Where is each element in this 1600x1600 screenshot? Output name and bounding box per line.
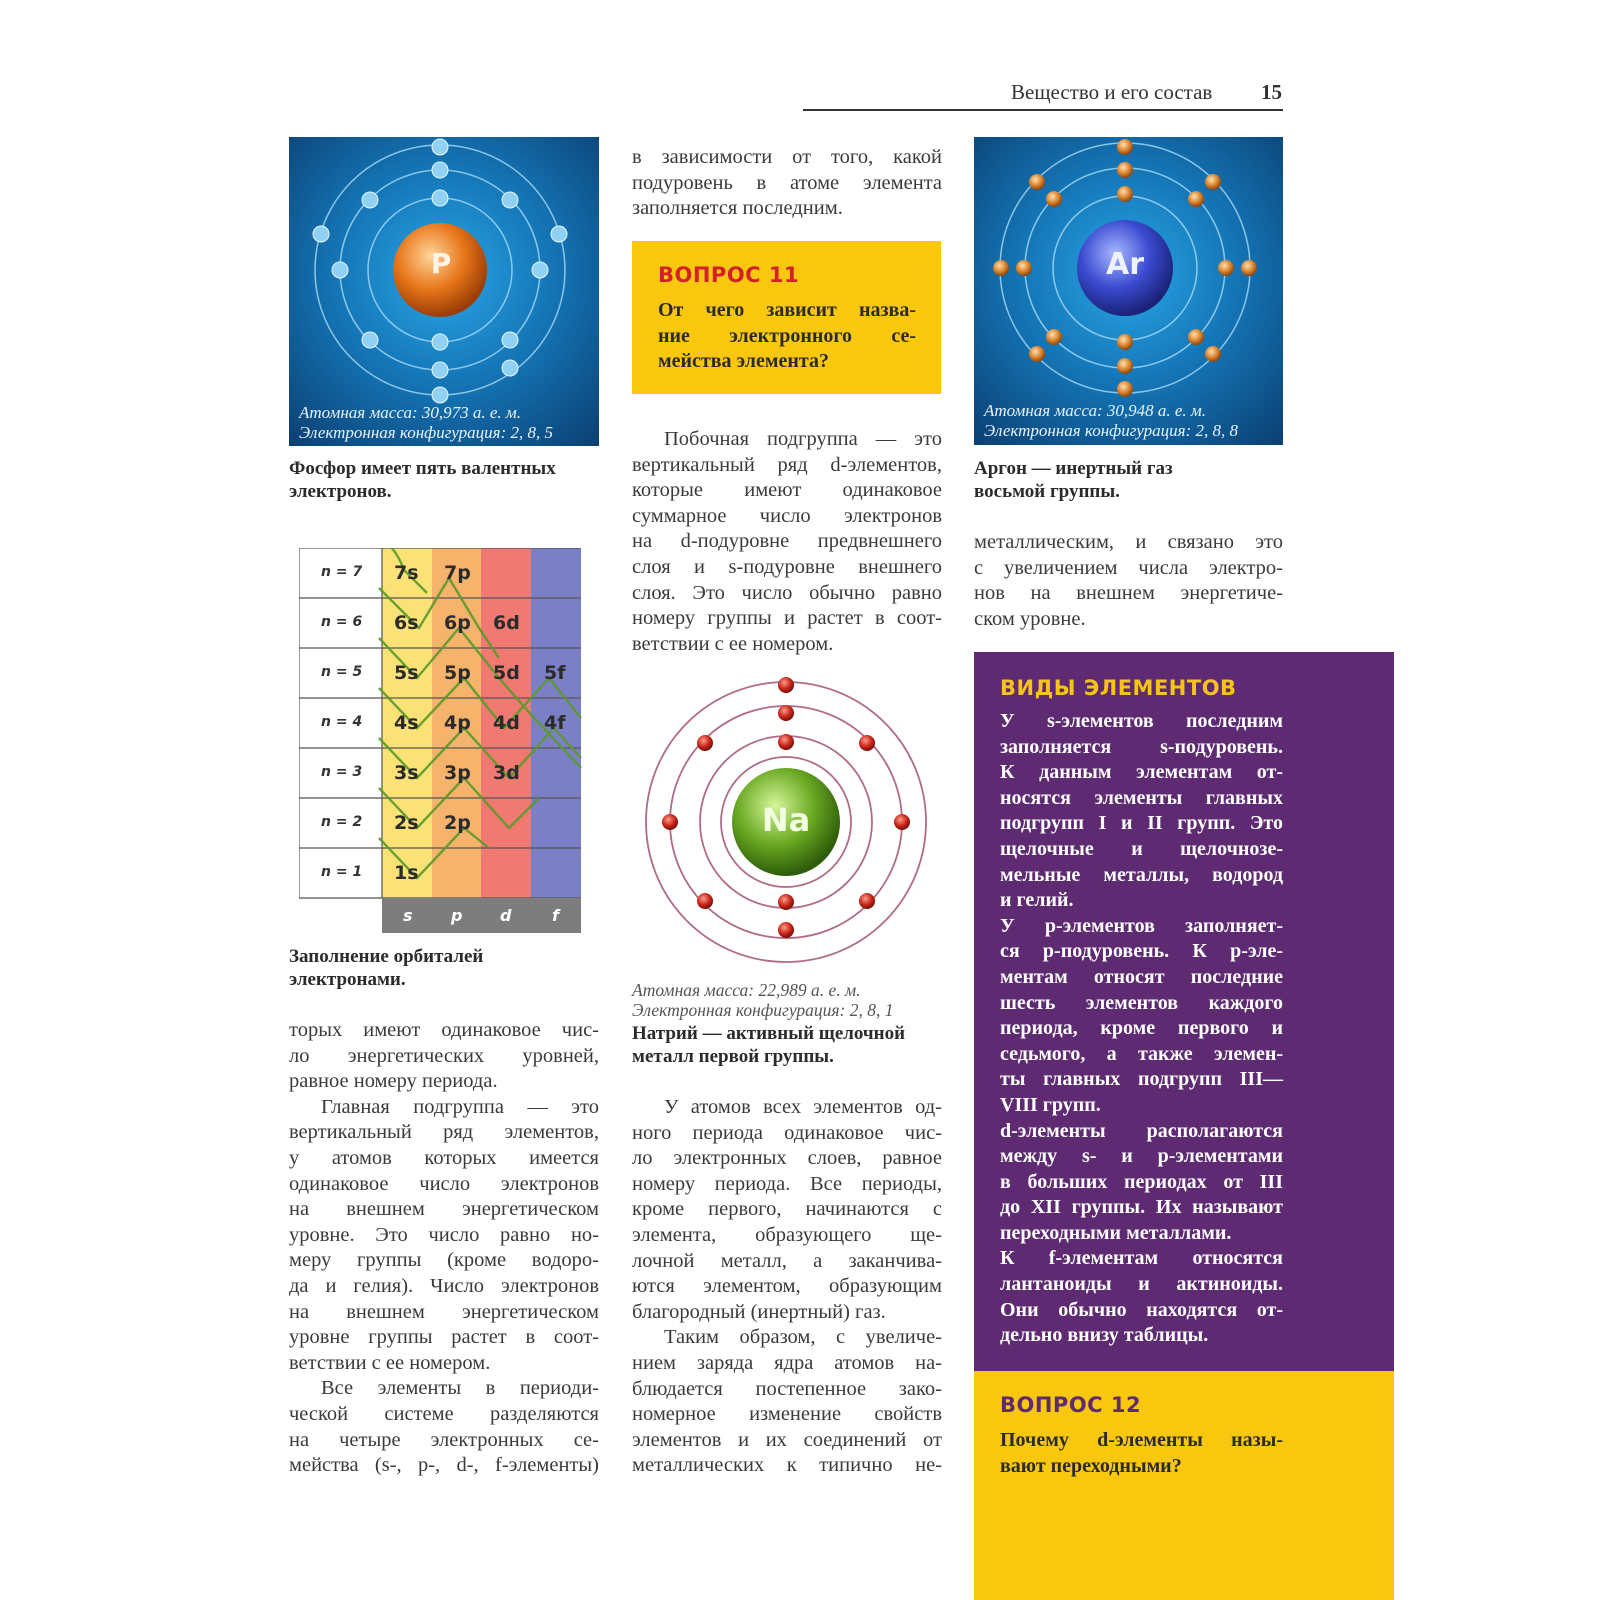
sodium-config: Электронная конфигурация: 2, 8, 1 (632, 1000, 894, 1020)
text-line: суммарное число электронов (632, 504, 942, 527)
text-line: мейства элемента? (658, 350, 829, 372)
sodium-atom-image (640, 676, 930, 968)
sodium-caption-line1: Натрий — активный щелочной (632, 1023, 906, 1044)
text-line: У s-элементов последним (1000, 710, 1283, 732)
text-line: шесть элементов каждого (1000, 991, 1283, 1014)
text-line: заполняется последним. (632, 197, 843, 220)
text-line: ском уровне. (974, 607, 1086, 630)
orbital-cell: 4s (394, 712, 419, 734)
orbital-cell: 2s (394, 812, 419, 834)
text-line: ного периода одинаковое чис- (632, 1121, 942, 1144)
text-line: d-элементы располагаются (1000, 1119, 1283, 1142)
row-label-n1: n = 1 (321, 864, 363, 880)
orbital-cell: 2p (444, 812, 471, 834)
question-11-title: ВОПРОС 11 (658, 263, 800, 287)
text-line: ты главных подгрупп III— (1000, 1068, 1283, 1091)
orbital-caption-line1: Заполнение орбиталей (289, 946, 484, 967)
phosphorus-mass: Атомная масса: 30,973 а. е. м. (299, 403, 522, 422)
col1-para-main (289, 1095, 599, 1377)
orbital-cell: 5p (444, 662, 471, 684)
text-line: благородный (инертный) газ. (632, 1300, 886, 1323)
argon-mass: Атомная масса: 30,948 а. е. м. (984, 401, 1207, 420)
header-rule (803, 109, 1283, 111)
argon-caption-line2: восьмой группы. (974, 481, 1120, 502)
col1-para-all (289, 1376, 599, 1478)
text-line: одинаковое число электронов (289, 1172, 599, 1195)
element-types-box (974, 652, 1394, 1371)
orbital-filling-diagram (299, 548, 583, 933)
text-line: У атомов всех элементов од- (664, 1096, 942, 1118)
text-line: мейства (s-, p-, d-, f-элементы) (289, 1454, 599, 1477)
col2-para-periods (632, 1095, 942, 1479)
text-line: Почему d-элементы назы- (1000, 1429, 1283, 1451)
col1-para-top (289, 1018, 599, 1095)
phosphorus-atom-diagram (289, 137, 599, 446)
text-line: кроме первого, начинаются с (632, 1198, 942, 1221)
text-line: лантаноиды и актиноиды. (1000, 1273, 1283, 1296)
row-label-n4: n = 4 (321, 714, 363, 730)
text-line: меру группы (кроме водоро- (289, 1249, 599, 1272)
text-line: мельные металлы, водород (1000, 863, 1283, 886)
phosphorus-symbol: P (430, 247, 452, 280)
col3-para-top (974, 530, 1283, 632)
argon-symbol: Ar (1105, 247, 1144, 282)
text-line: на внешнем энергетическом (289, 1198, 599, 1221)
argon-config: Электронная конфигурация: 2, 8, 8 (984, 421, 1238, 440)
question-12-title: ВОПРОС 12 (1000, 1393, 1142, 1417)
argon-caption-line1: Аргон — инертный газ (974, 458, 1173, 479)
text-line: в зависимости от того, какой (632, 146, 942, 168)
text-line: переходными металлами. (1000, 1221, 1232, 1244)
text-line: Побочная подгруппа — это (664, 428, 942, 450)
text-line: номерное изменение свойств (632, 1403, 942, 1426)
column-label-p: p (451, 906, 463, 925)
text-line: металлических к типично не- (632, 1454, 942, 1477)
text-line: ческой системе разделяются (289, 1402, 599, 1425)
text-line: Таким образом, с увеличе- (664, 1326, 942, 1349)
text-line: которые имеют одинаковое (632, 479, 942, 502)
running-header-title: Вещество и его состав (1011, 80, 1213, 104)
text-line: У p-элементов заполняет- (1000, 914, 1283, 937)
phosphorus-caption-line1: Фосфор имеет пять валентных (289, 458, 556, 479)
argon-atom-image (974, 137, 1283, 445)
text-line: слоя и s-подуровне внешнего (632, 555, 942, 578)
row-label-n7: n = 7 (321, 564, 363, 580)
text-line: в больших периодах от III (1000, 1170, 1283, 1193)
column-label-d: d (500, 906, 512, 925)
orbital-cell: 3p (444, 762, 471, 784)
text-line: с увеличением числа электро- (974, 556, 1283, 579)
page-number: 15 (1261, 80, 1282, 104)
orbital-cell: 4p (444, 712, 471, 734)
row-label-n5: n = 5 (321, 664, 363, 680)
question-11-box (632, 241, 941, 394)
col1-text (289, 1018, 599, 1479)
text-line: да и гелия). Число электронов (289, 1274, 599, 1297)
orbital-cell: 5s (394, 662, 419, 684)
text-line: металлическим, и связано это (974, 531, 1283, 553)
text-line: номеру группы и растет в соот- (632, 607, 942, 630)
text-line: на d-подуровне предвнешнего (632, 530, 942, 553)
orbital-cell: 6p (444, 612, 471, 634)
column-label-f: f (552, 906, 559, 925)
text-line: торых имеют одинаковое чис- (289, 1019, 599, 1041)
text-line: уровне группы растет в соот- (289, 1326, 599, 1349)
text-line: нов на внешнем энергетиче- (974, 582, 1283, 605)
orbital-cell: 5f (544, 662, 566, 684)
text-line: вертикальный ряд d-элементов, (632, 453, 942, 476)
sodium-caption-line2: металл первой группы. (632, 1046, 834, 1067)
text-line: ветствии с ее номером. (632, 632, 834, 655)
row-label-n6: n = 6 (321, 614, 363, 630)
text-line: ло электронных слоев, равное (632, 1147, 942, 1170)
text-line: номеру периода. Все периоды, (632, 1172, 942, 1195)
orbital-cell: 7s (394, 562, 419, 584)
text-line: дельно внизу таблицы. (1000, 1324, 1209, 1347)
sodium-mass: Атомная масса: 22,989 а. е. м. (632, 980, 861, 1000)
text-line: равное номеру периода. (289, 1070, 498, 1093)
orbital-cell: 3d (493, 762, 520, 784)
text-line: ние электронного се- (658, 324, 916, 347)
text-line: подуровень в атоме элемента (632, 171, 942, 194)
text-line: Все элементы в периоди- (321, 1377, 599, 1400)
text-line: щелочные и щелочнозе- (1000, 837, 1283, 860)
text-line: ся p-подуровень. К p-эле- (1000, 940, 1283, 963)
text-line: лочной металл, а заканчива- (632, 1249, 942, 1272)
text-line: до XII группы. Их называют (1000, 1196, 1283, 1219)
text-line: К f-элементам относятся (1000, 1247, 1283, 1270)
text-line: ло энергетических уровней, (289, 1044, 599, 1067)
col2-para-secondary (632, 427, 942, 657)
text-line: блюдается постепенное зако- (632, 1377, 942, 1400)
element-types-text (1000, 709, 1283, 1349)
text-line: VIII групп. (1000, 1093, 1101, 1116)
phosphorus-config: Электронная конфигурация: 2, 8, 5 (299, 423, 553, 442)
argon-atom-diagram (974, 137, 1283, 445)
text-line: ветствии с ее номером. (289, 1351, 491, 1374)
text-line: заполняется s-подуровень. (1000, 735, 1283, 758)
text-line: К данным элементам от- (1000, 761, 1283, 784)
text-line: Они обычно находятся от- (1000, 1298, 1283, 1321)
text-line: уровне. Это число равно но- (289, 1223, 599, 1246)
question-12-text (1000, 1428, 1283, 1479)
text-line: вают переходными? (1000, 1454, 1182, 1477)
text-line: элементов и их соединений от (632, 1428, 942, 1451)
question-11-text (658, 298, 916, 375)
col2-top-text (632, 145, 942, 222)
text-line: нием заряда ядра атомов на- (632, 1351, 942, 1374)
text-line: носятся элементы главных (1000, 786, 1283, 809)
text-line: элемента, образующего ще- (632, 1223, 942, 1246)
phosphorus-atom-image (289, 137, 599, 446)
text-line: вертикальный ряд элементов, (289, 1121, 599, 1144)
phosphorus-caption-line2: электронов. (289, 481, 392, 502)
orbital-caption-line2: электронами. (289, 969, 406, 990)
row-label-n2: n = 2 (321, 814, 363, 830)
row-label-n3: n = 3 (321, 764, 363, 780)
column-label-s: s (403, 906, 413, 925)
sodium-symbol: Na (761, 801, 811, 839)
orbital-cell: 5d (493, 662, 520, 684)
text-line: Главная подгруппа — это (321, 1095, 599, 1118)
text-line: ментам относят последние (1000, 965, 1283, 988)
text-line: слоя. Это число обычно равно (632, 581, 942, 604)
text-line: седьмого, а также элемен- (1000, 1042, 1283, 1065)
text-line: и гелий. (1000, 889, 1074, 912)
text-line: у атомов которых имеется (289, 1146, 599, 1169)
text-line: подгрупп I и II групп. Это (1000, 812, 1283, 835)
orbital-cell: 6d (493, 612, 520, 634)
orbital-cell: 1s (394, 862, 419, 884)
text-line: ются элементом, образующим (632, 1275, 942, 1298)
orbital-cell: 6s (394, 612, 419, 634)
text-line: между s- и p-элементами (1000, 1145, 1283, 1168)
text-line: От чего зависит назва- (658, 299, 916, 321)
orbital-cell: 4d (493, 712, 520, 734)
text-line: на четыре электронных се- (289, 1428, 599, 1451)
orbital-cell: 4f (544, 712, 566, 734)
element-types-title: ВИДЫ ЭЛЕМЕНТОВ (1000, 676, 1237, 700)
text-line: периода, кроме первого и (1000, 1017, 1283, 1040)
question-12-box (974, 1371, 1394, 1600)
orbital-cell: 3s (394, 762, 419, 784)
orbital-cell: 7p (444, 562, 471, 584)
text-line: на внешнем энергетическом (289, 1300, 599, 1323)
